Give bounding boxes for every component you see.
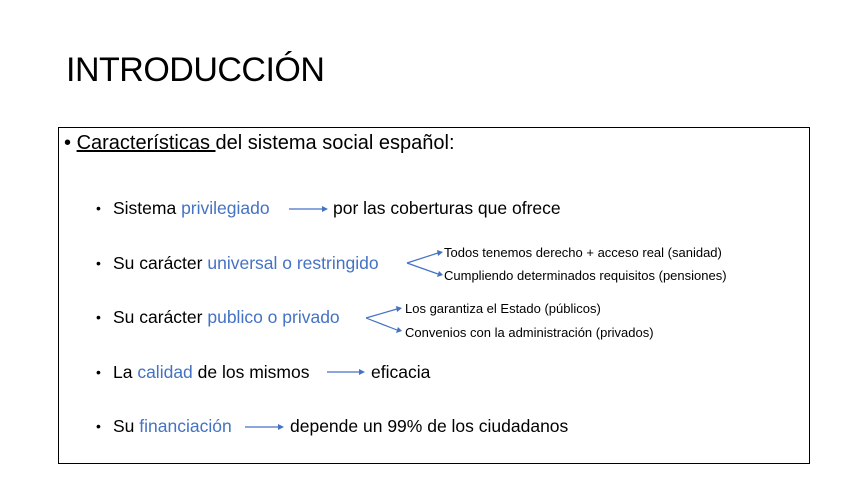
item-prefix: Su [113, 416, 140, 436]
branch-text-pensiones: Cumpliendo determinados requisitos (pensiones) [444, 268, 727, 283]
item-highlight: universal o restringido [207, 253, 379, 273]
branch-text-sanidad: Todos tenemos derecho + acceso real (sanidad) [444, 245, 722, 260]
item-prefix: Su carácter [113, 253, 208, 273]
item-bullet: • [96, 418, 101, 434]
item-suffix: de los mismos [192, 362, 310, 382]
heading-rest-text: del sistema social español: [215, 132, 455, 154]
item-bullet: • [96, 200, 101, 216]
item-prefix: La [113, 362, 138, 382]
branch-text-publicos: Los garantiza el Estado (públicos) [405, 301, 601, 316]
item-highlight: privilegiado [181, 198, 270, 218]
item-result-text: por las coberturas que ofrece [333, 198, 561, 218]
item-bullet: • [96, 364, 101, 380]
item-bullet: • [96, 309, 101, 325]
branch-text-privados: Convenios con la administración (privados) [405, 325, 654, 340]
slide-title: INTRODUCCIÓN [66, 51, 325, 89]
item-prefix: Sistema [113, 198, 182, 218]
heading-bullet: • [64, 132, 72, 154]
heading-underlined-text: Características [76, 132, 216, 154]
item-highlight: publico o privado [207, 307, 340, 327]
item-result-text: eficacia [371, 362, 431, 382]
item-result-text: depende un 99% de los ciudadanos [290, 416, 569, 436]
item-highlight: calidad [137, 362, 193, 382]
item-prefix: Su carácter [113, 307, 208, 327]
item-bullet: • [96, 255, 101, 271]
item-highlight: financiación [139, 416, 232, 436]
